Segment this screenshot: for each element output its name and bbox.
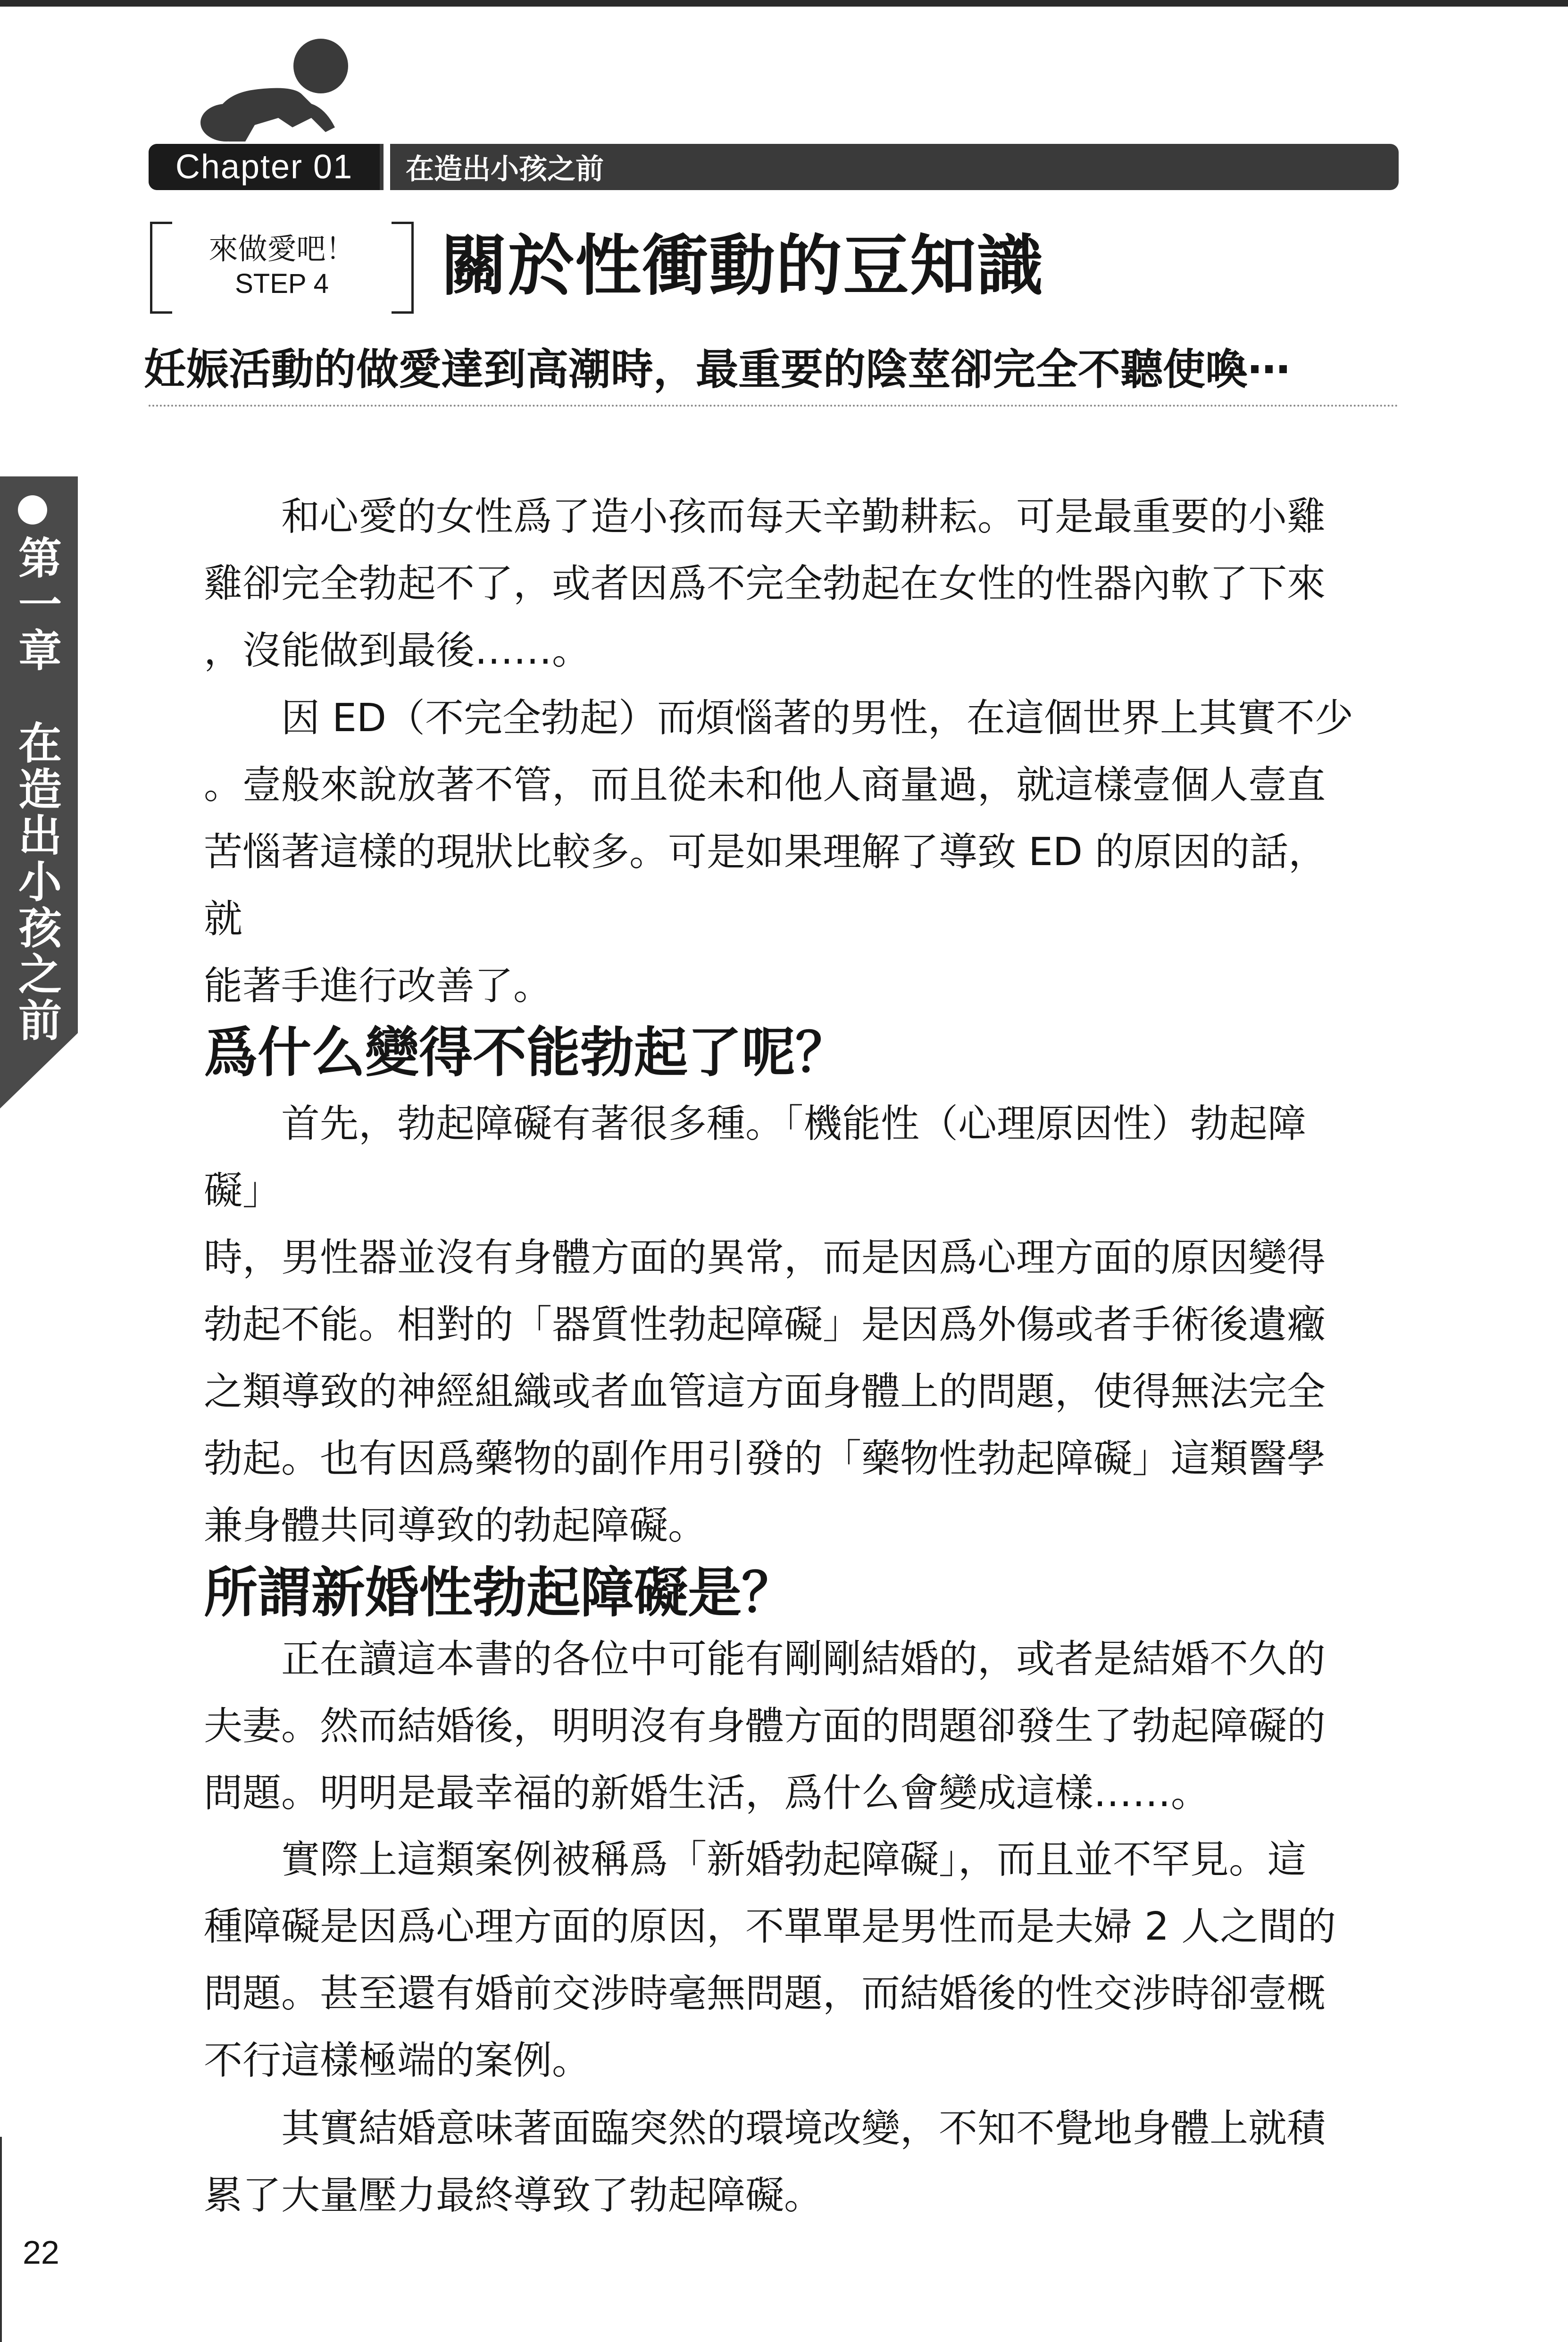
body-paragraph: 實際上這類案例被稱爲「新婚勃起障礙」，而且並不罕見。這 種障礙是因爲心理方面的原因，不單單是男性而是夫婦 2 人之間的 問題。甚至還有婚前交涉時毫無問題，而結婚後的性交涉時卻壹概 不行這樣極端的案例。 xyxy=(204,1837,1336,2083)
crawling-baby-icon xyxy=(184,33,373,146)
step-number: STEP 4 xyxy=(235,268,329,299)
body-paragraph: 和心愛的女性爲了造小孩而每天辛勤耕耘。可是最重要的小雞 雞卻完全勃起不了，或者因爲不完全勃起在女性的性器內軟了下來 ，沒能做到最後……。 xyxy=(204,494,1326,673)
body-paragraph: 正在讀這本書的各位中可能有剛剛結婚的，或者是結婚不久的 夫妻。然而結婚後，明明沒有身體方面的問題卻發生了勃起障礙的 問題。明明是最幸福的新婚生活，爲什么會變成這樣……。 xyxy=(204,1637,1326,1816)
body-paragraph: 因 ED（不完全勃起）而煩惱著的男性，在這個世界上其實不少 。壹般來說放著不管，而且從未和他人商量過，就這樣壹個人壹直 苦惱著這樣的現狀比較多。可是如果理解了導致 ED 的原因的話，就 能著手進行改善了。 xyxy=(204,696,1354,1008)
page-edge-line xyxy=(0,2137,2,2342)
step-bracket-right xyxy=(392,222,414,314)
section-heading: 所謂新婚性勃起障礙是？ xyxy=(204,1561,796,1624)
body-paragraph: 首先，勃起障礙有著很多種。「機能性（心理原因性）勃起障礙」 時，男性器並沒有身體方面的異常，而是因爲心理方面的原因變得 勃起不能。相對的「器質性勃起障礙」是因爲外傷或者手術後遺癥 之類導致的神經組織或者血管這方面身體上的問題，使得無法完全 勃起。也有因爲藥物的副作用引發的「藥物性勃起障礙」這類醫學 兼身體共同導致的勃起障礙。 xyxy=(204,1101,1326,1548)
step-bracket-left xyxy=(150,222,172,314)
chapter-name: 在造出小孩之前 xyxy=(406,153,604,186)
chapter-bar xyxy=(149,144,1399,190)
chapter-label: Chapter 01 xyxy=(149,144,380,190)
side-tab-label: 第一章 在造出小孩之前 xyxy=(11,535,62,1044)
dotted-divider xyxy=(149,405,1399,407)
section-heading: 爲什么變得不能勃起了呢？ xyxy=(204,1021,850,1084)
bullet-dot-icon xyxy=(18,495,47,525)
page-subtitle: 妊娠活動的做愛達到高潮時，最重要的陰莖卻完全不聽使喚⋯ xyxy=(144,345,1290,394)
page-number: 22 xyxy=(23,2234,59,2271)
body-paragraph: 其實結婚意味著面臨突然的環境改變，不知不覺地身體上就積 累了大量壓力最終導致了勃起障礙。 xyxy=(204,2106,1326,2218)
top-edge-line xyxy=(0,0,1568,7)
page-title: 關於性衝動的豆知識 xyxy=(441,228,1044,305)
chapter-divider xyxy=(384,144,390,190)
step-caption: 來做愛吧！ xyxy=(209,232,355,266)
